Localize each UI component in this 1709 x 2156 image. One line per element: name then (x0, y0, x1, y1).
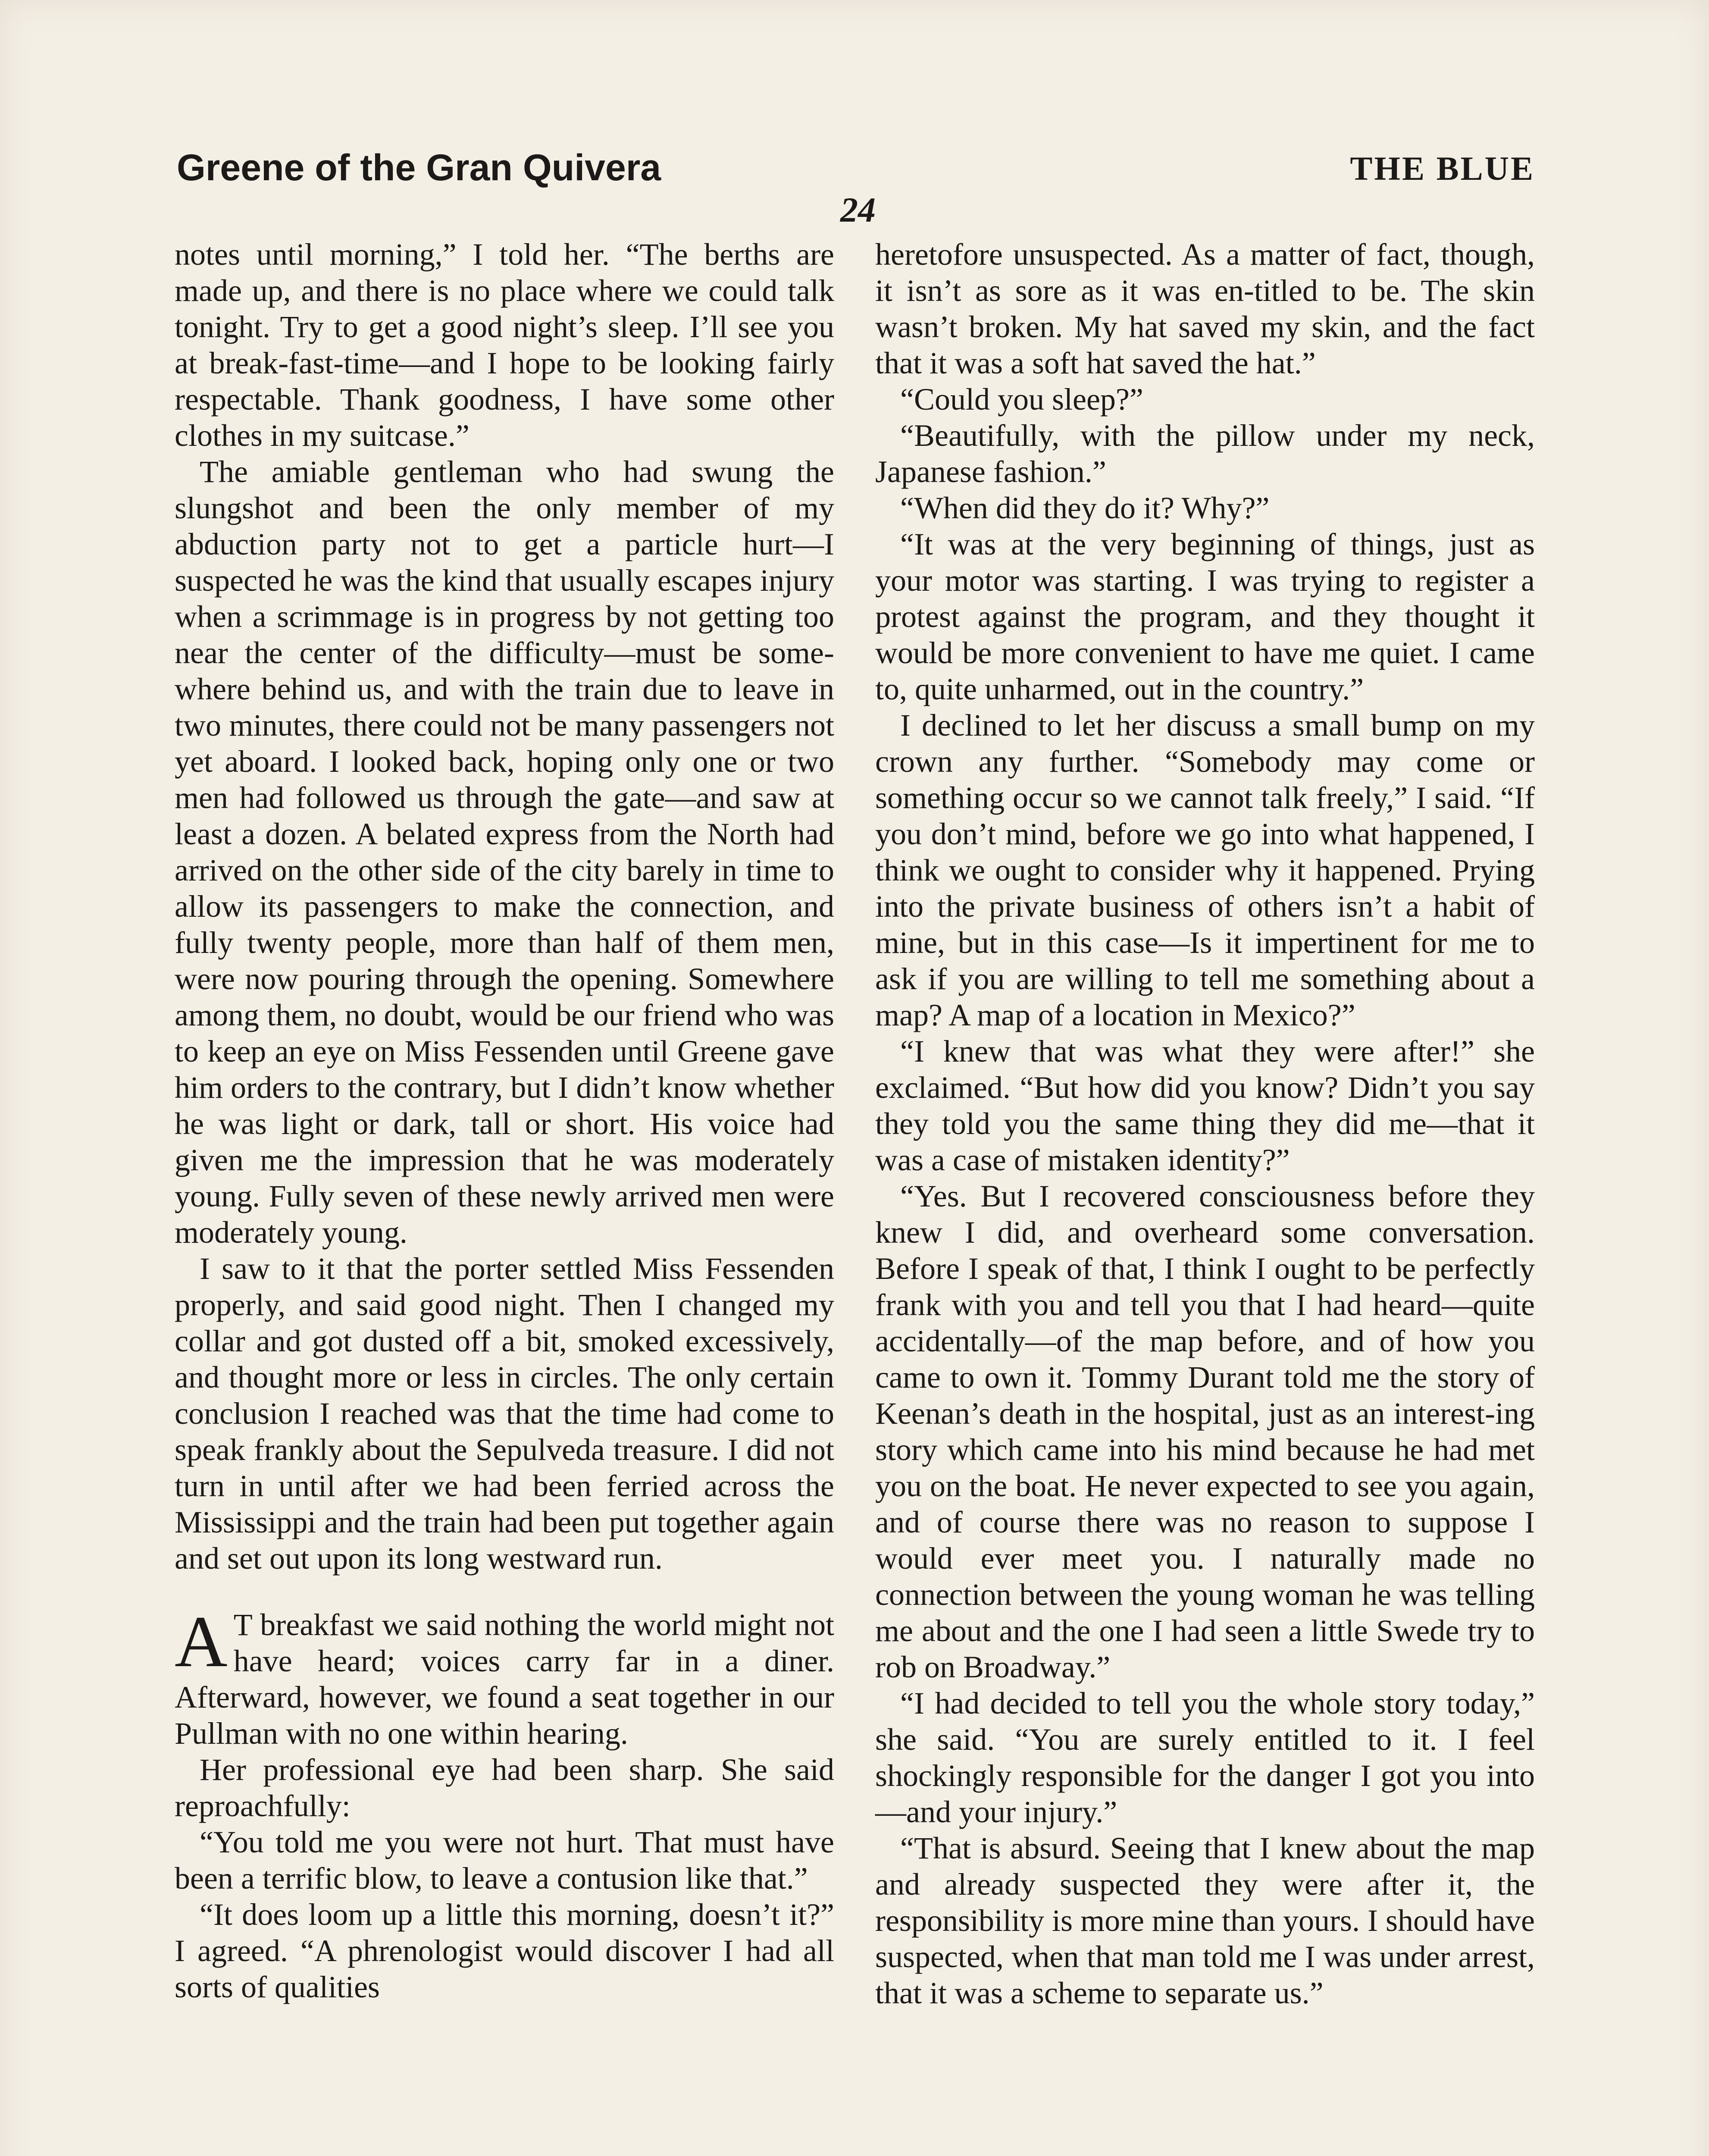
paragraph: heretofore unsuspected. As a matter of fact, though, it isn’t as sore as it was en-titled to be. The skin wasn’t broken. My hat saved my skin, and the fact that it was a soft hat saved the hat.” (875, 237, 1535, 380)
section-opening-paragraph (175, 1601, 834, 1752)
paragraph: “It was at the very beginning of things, just as your motor was starting. I was trying to register a protest against the program, and they thought it would be more convenient to have me quiet. I came to, quite unharmed, out in the country.” (875, 527, 1535, 706)
paragraph: “Could you sleep?” (900, 382, 1143, 417)
paragraph: “That is absurd. Seeing that I knew about the map and already suspected they were after it, the responsibility is more mine than yours. I should have suspected, when that man told me I was under arrest, that it was a scheme to separate us.” (875, 1831, 1535, 2010)
paragraph: “I knew that was what they were after!” she exclaimed. “But how did you know? Didn’t you say they told you the same thing they did me—that it was a case of mistaken identity?” (875, 1034, 1535, 1177)
paragraph: “It does loom up a little this morning, doesn’t it?” I agreed. “A phrenologist would discover I had all sorts of qualities (175, 1897, 834, 2004)
left-column (175, 236, 834, 2156)
running-head-title: Greene of the Gran Quivera (177, 147, 661, 188)
running-head-magazine: THE BLUE (1350, 150, 1535, 187)
paragraph: Her professional eye had been sharp. She said reproachfully: (175, 1752, 834, 1823)
section-opening-text: T breakfast we said nothing the world might not have heard; voices carry far in a diner. Afterward, however, we found a seat together in our Pullman with no one within hearing. (175, 1608, 834, 1751)
page-number: 24 (840, 190, 876, 229)
paragraph: “Yes. But I recovered consciousness before they knew I did, and overheard some conversation. Before I speak of that, I think I ought to be perfectly frank with you and tell you that I had heard—quite accidentally—of the map before, and of how you came to own it. Tommy Durant told me the story of Keenan’s death in the hospital, just as an interest-ing story which came into his mind because he had met you on the boat. He never expected to see you again, and of course there was no reason to suppose I would ever meet you. I naturally made no connection between the young woman he was telling me about and the one I had seen a little Swede try to rob on Broadway.” (875, 1179, 1535, 1684)
paragraph: “Beautifully, with the pillow under my neck, Japanese fashion.” (875, 418, 1535, 489)
paragraph: I declined to let her discuss a small bump on my crown any further. “Somebody may come or something occur so we cannot talk freely,” I said. “If you don’t mind, before we go into what happened, I think we ought to consider why it happened. Prying into the private business of others isn’t a habit of mine, but in this case—Is it impertinent for me to ask if you are willing to tell me something about a map? A map of a location in Mexico?” (875, 708, 1535, 1032)
paragraph: The amiable gentleman who had swung the slungshot and been the only member of my abduction party not to get a particle hurt—I suspected he was the kind that usually escapes injury when a scrimmage is in progress by not getting too near the center of the difficulty—must be some-where behind us, and with the train due to leave in two minutes, there could not be many passengers not yet aboard. I looked back, hoping only one or two men had followed us through the gate—and saw at least a dozen. A belated express from the North had arrived on the other side of the city barely in time to allow its passengers to make the connection, and fully twenty people, more than half of them men, were now pouring through the opening. Somewhere among them, no doubt, would be our friend who was to keep an eye on Miss Fessenden until Greene gave him orders to the contrary, but I didn’t know whether he was light or dark, tall or short. His voice had given me the impression that he was moderately young. Fully seven of these newly arrived men were moderately young. (175, 454, 834, 1250)
paragraph: notes until morning,” I told her. “The berths are made up, and there is no place where we could talk tonight. Try to get a good night’s sleep. I’ll see you at break-fast-time—and I hope to be looking fairly respectable. Thank goodness, I have some other clothes in my suitcase.” (175, 237, 834, 453)
paragraph: “I had decided to tell you the whole story today,” she said. “You are surely entitled to it. I feel shockingly responsible for the danger I got you into—and your injury.” (875, 1686, 1535, 1829)
paragraph: I saw to it that the porter settled Miss Fessenden properly, and said good night. Then I changed my collar and got dusted off a bit, smoked excessively, and thought more or less in circles. The only certain conclusion I reached was that the time had come to speak frankly about the Sepulveda treasure. I did not turn in until after we had been ferried across the Mississippi and the train had been put together again and set out upon its long westward run. (175, 1251, 834, 1576)
paragraph: “When did they do it? Why?” (900, 491, 1270, 525)
drop-cap: A (175, 1601, 228, 1682)
right-column (875, 236, 1535, 2156)
paragraph: “You told me you were not hurt. That must have been a terrific blow, to leave a contusion like that.” (175, 1825, 834, 1896)
